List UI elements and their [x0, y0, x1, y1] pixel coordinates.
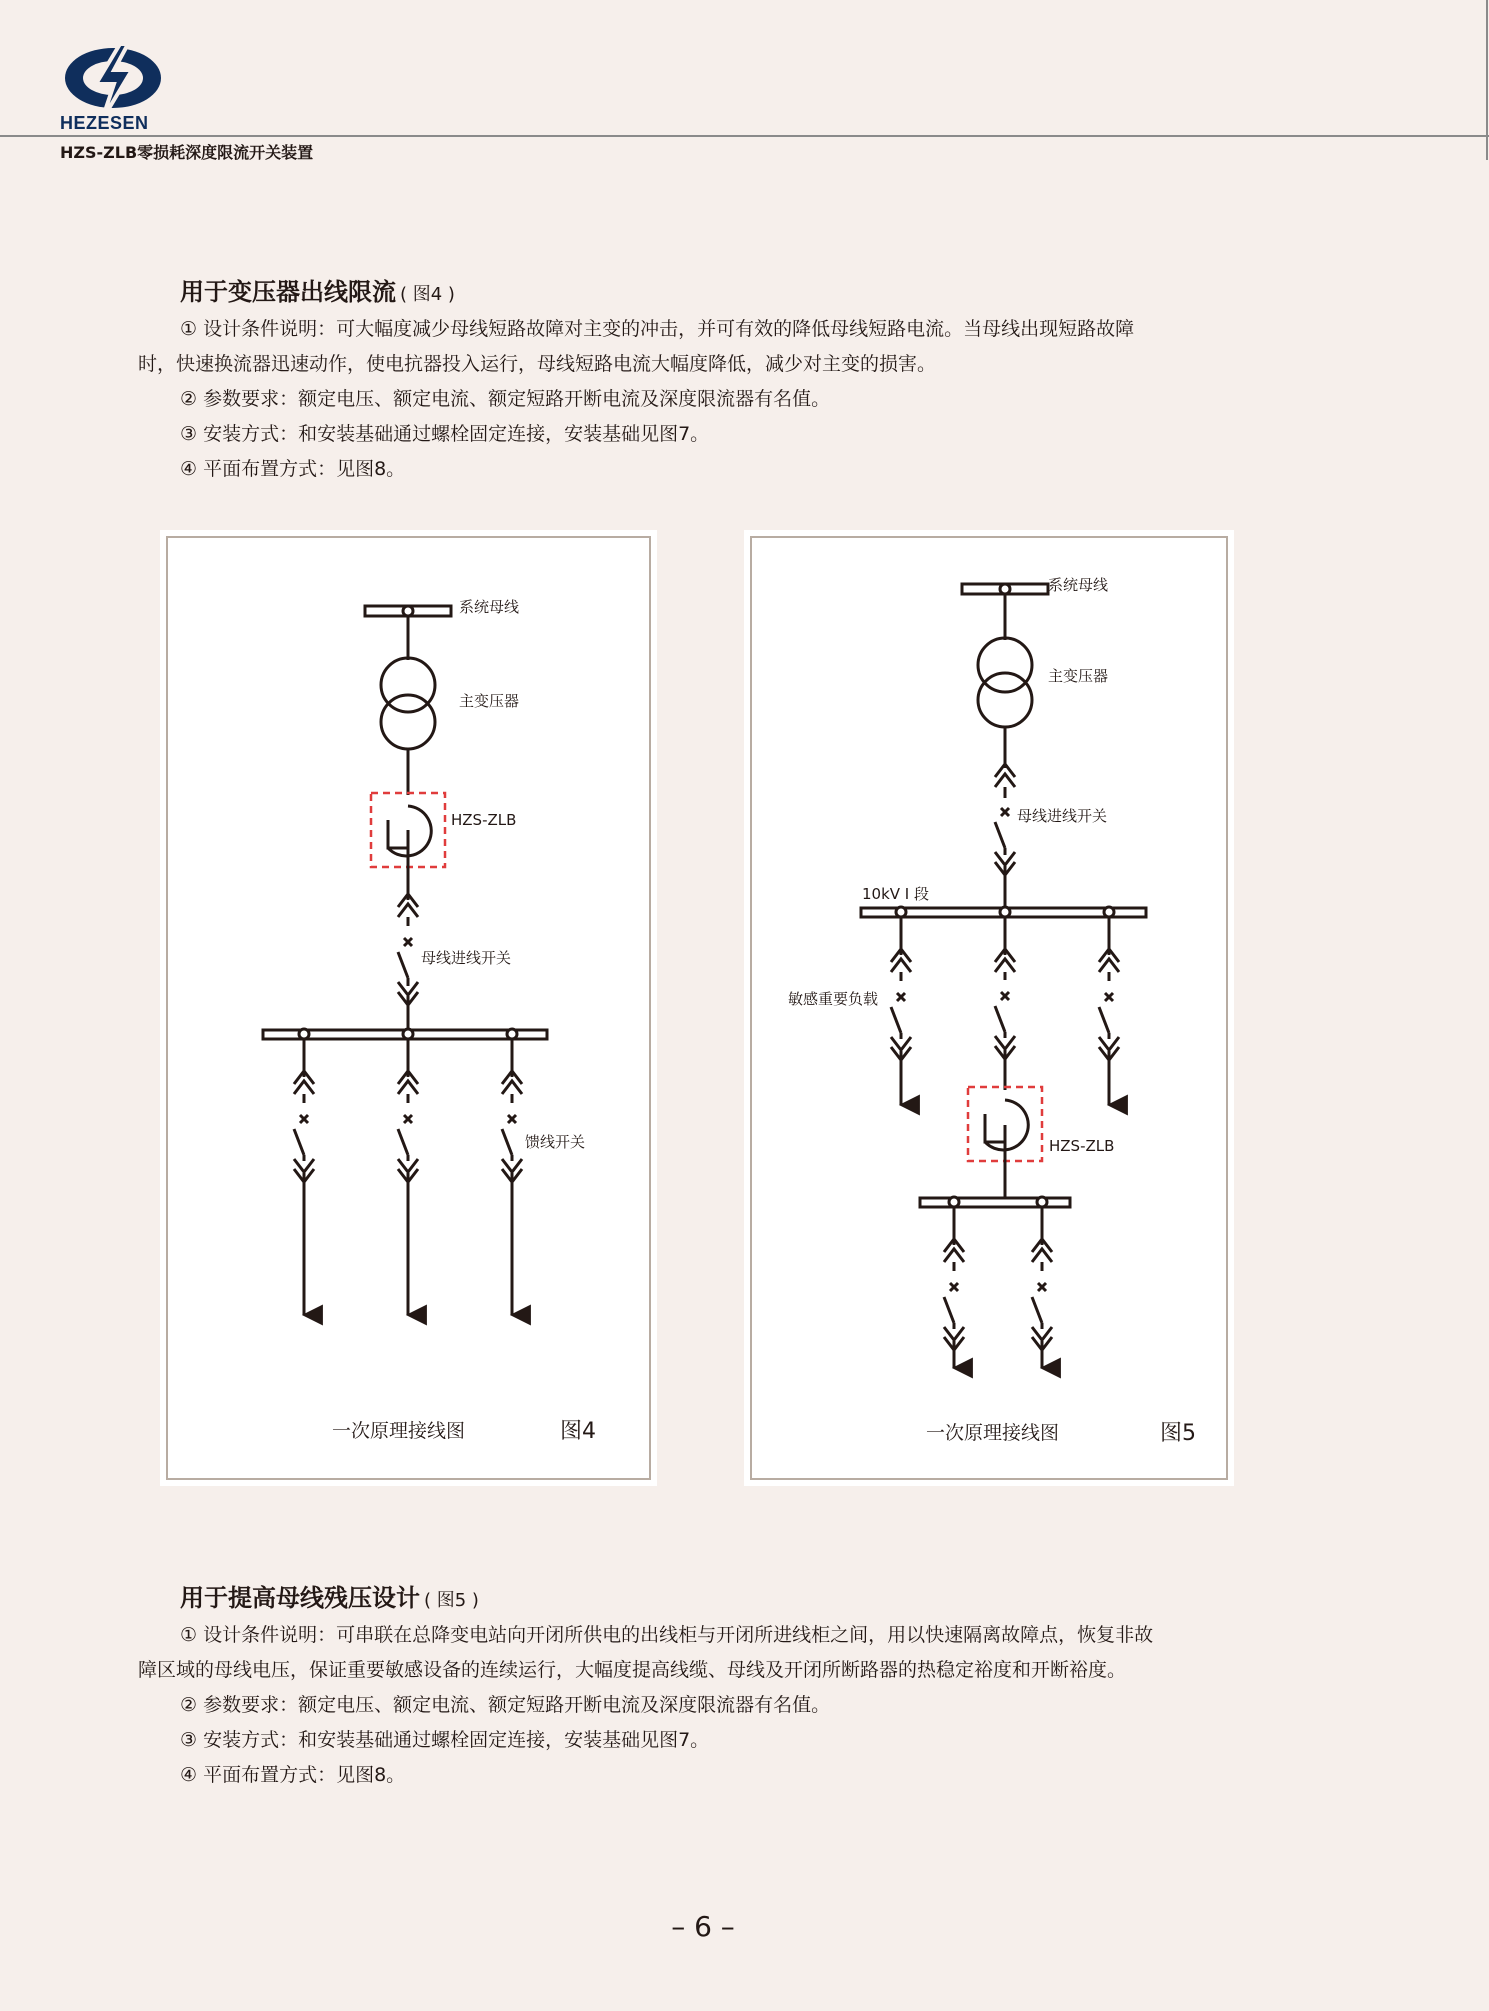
feeder-branch	[398, 1039, 418, 1315]
section2-title-text: 用于提高母线残压设计	[180, 1584, 420, 1612]
feeder-branch	[1099, 917, 1119, 1105]
feeder-branch	[502, 1039, 522, 1315]
section2-item-2: ② 参数要求：额定电压、额定电流、额定短路开断电流及深度限流器有名值。	[180, 1694, 831, 1716]
section2-item-4: ④ 平面布置方式：见图8。	[180, 1764, 406, 1786]
feeder-branch	[891, 917, 911, 1105]
device-label: HZS-ZLB	[451, 811, 517, 829]
transformer-winding-2	[381, 695, 435, 749]
section1-item-1: ① 设计条件说明：可大幅度减少母线短路故障对主变的冲击，并可有效的降低母线短路电流。当母线出现短路故障	[180, 318, 1135, 340]
section1-title	[180, 272, 455, 307]
header-edge-rule	[1486, 0, 1488, 160]
feeder-branch	[944, 1207, 964, 1368]
incoming-switch-label: 母线进线开关	[421, 949, 512, 967]
transformer-label: 主变压器	[1048, 667, 1109, 685]
figure4-number: 图4	[560, 1419, 596, 1444]
system-bus-label: 系统母线	[1048, 576, 1109, 594]
section1-ref: ( 图4 )	[400, 284, 455, 305]
figure5-panel	[744, 530, 1234, 1486]
brand-name: HEZESEN	[60, 113, 149, 133]
header-rule	[0, 135, 1489, 137]
figure4-diagram	[160, 530, 657, 1486]
feeder-branch	[294, 1039, 314, 1315]
figure5-number: 图5	[1160, 1421, 1196, 1446]
transformer-label: 主变压器	[459, 692, 520, 710]
feeder-switch-label: 馈线开关	[525, 1133, 586, 1151]
section2-ref: ( 图5 )	[424, 1590, 479, 1611]
section2-item-3: ③ 安装方式：和安装基础通过螺栓固定连接，安装基础见图7。	[180, 1729, 710, 1751]
section1-item-4: ④ 平面布置方式：见图8。	[180, 458, 406, 480]
feeder-branch	[1032, 1207, 1052, 1368]
section2-title	[180, 1578, 479, 1613]
section2-item-1-cont: 障区域的母线电压，保证重要敏感设备的连续运行，大幅度提高线缆、母线及开闭所断路器的热稳定裕度和开断裕度。	[138, 1659, 1127, 1681]
section2-item-1: ① 设计条件说明：可串联在总降变电站向开闭所供电的出线柜与开闭所进线柜之间，用以快速隔离故障点，恢复非故	[180, 1624, 1154, 1646]
page-number: – 6 –	[671, 1910, 735, 1943]
sensitive-load-label: 敏感重要负载	[788, 990, 879, 1008]
incoming-switch-label: 母线进线开关	[1017, 807, 1108, 825]
bus-section-label: 10kV Ⅰ 段	[862, 885, 929, 903]
section1-item-1-cont: 时，快速换流器迅速动作，使电抗器投入运行，母线短路电流大幅度降低，减少对主变的损害。	[138, 353, 937, 375]
section1-item-3: ③ 安装方式：和安装基础通过螺栓固定连接，安装基础见图7。	[180, 423, 710, 445]
device-label: HZS-ZLB	[1049, 1137, 1115, 1155]
figure4-caption: 一次原理接线图	[332, 1420, 466, 1442]
figure5-caption: 一次原理接线图	[926, 1422, 1060, 1444]
section1-title-text: 用于变压器出线限流	[180, 278, 396, 306]
system-bus-label: 系统母线	[459, 598, 520, 616]
figure4-panel	[160, 530, 657, 1486]
section1-item-2: ② 参数要求：额定电压、额定电流、额定短路开断电流及深度限流器有名值。	[180, 388, 831, 410]
product-line-title: HZS-ZLB零损耗深度限流开关装置	[60, 143, 314, 162]
